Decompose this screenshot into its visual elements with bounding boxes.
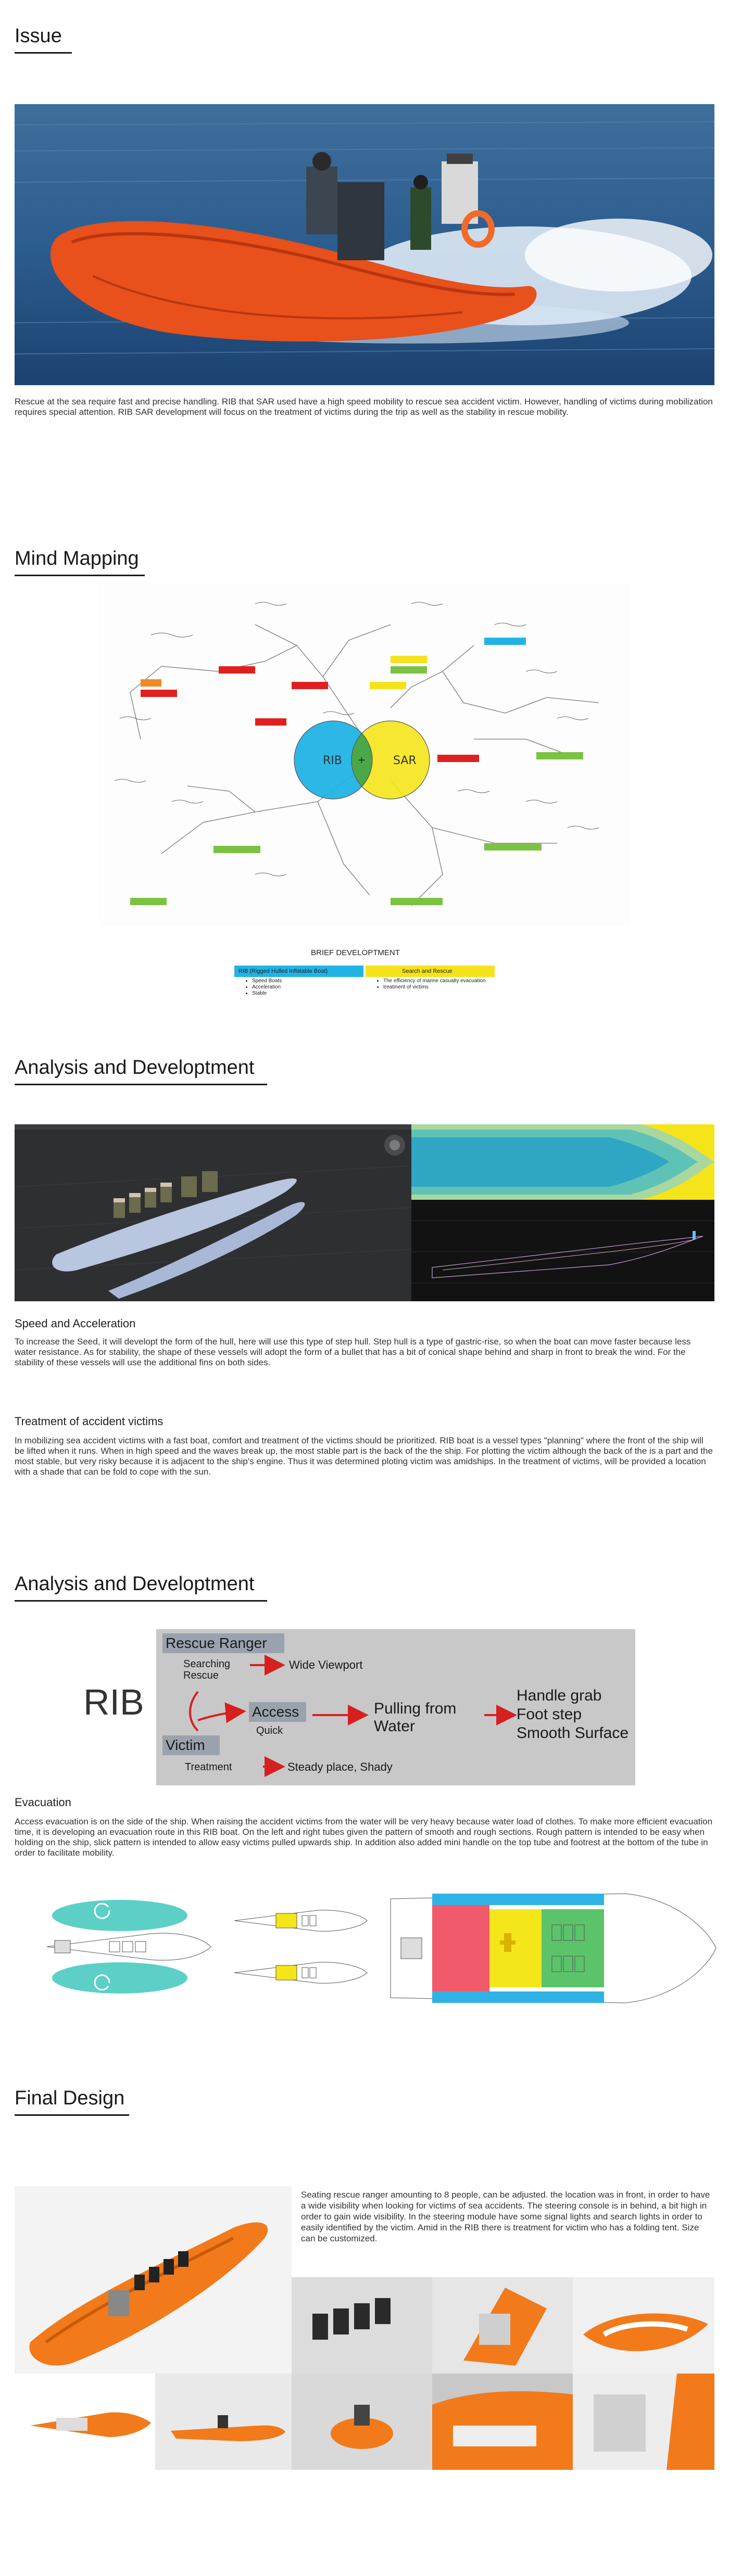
mind-mapping-underline xyxy=(15,575,145,576)
steady-place-label: Steady place, Shady xyxy=(287,1760,393,1773)
analysis-title-2: Analysis and Developtment xyxy=(15,1573,255,1595)
venn-label-sar: SAR xyxy=(393,754,417,767)
brief-right-item: • treatment of victims xyxy=(383,984,487,991)
final-render-console-detail xyxy=(432,2277,573,2374)
hull-flow-simulation xyxy=(411,1124,714,1200)
venn-label-rib: RIB xyxy=(323,754,342,767)
final-render-front-view xyxy=(292,2374,432,2470)
brief-left-list xyxy=(245,978,282,997)
analysis-title-2-underline xyxy=(15,1600,267,1602)
searching-rescue-label: Searching Rescue xyxy=(183,1658,231,1681)
mind-map-sketch xyxy=(99,583,630,927)
mind-mapping-title: Mind Mapping xyxy=(15,548,139,569)
final-render-interior-detail xyxy=(573,2374,714,2470)
issue-title-underline xyxy=(15,52,72,54)
final-render-side-view xyxy=(155,2374,292,2470)
quick-label: Quick xyxy=(256,1725,283,1736)
pulling-from-water-label: Pulling from Water xyxy=(374,1700,457,1735)
issue-description: Rescue at the sea require fast and precise handling. RIB that SAR used have a high speed mobility to rescue sea accident victim. However, handling of victims during mobilization requires special attention. RIB SAR development will focus on the treatment of victims during the trip as well as the stability in rescue mobility. xyxy=(15,397,713,417)
access-box: Access xyxy=(249,1702,306,1722)
evacuation-zones-plan xyxy=(385,1888,719,2008)
final-description: Seating rescue ranger amounting to 8 people, can be adjusted. the location was in front, in order to have a wide visibility when looking for victims of sea accidents. The steering console is in behind, a bit high in order to gain wide visibility. In the steering module have some signal lights and search lights in order to easily identified by the victim. Amid in the RIB there is treatment for victim who has a folding tent. Size can be customized. xyxy=(301,2190,710,2243)
brief-left-item: • Speed Boats xyxy=(252,978,282,984)
evacuation-heading: Evacuation xyxy=(15,1796,71,1809)
treatment-description: In mobilizing sea accident victims with a fast boat, comfort and treatment of the victims should be prioritized. RIB boat is a vessel types "planning" where the front of the ship will be lifted when it runs. When in high speed and the waves break up, the most stable part is the back of the the ship. For plotting the victim although the back of the is a part and the most stable, but very risky because it is adjacent to the ship's engine. Thus it was determined ploting victim was amidships. In the treatment of victims, will be provided a location with a shade that can be fold to cope with the sun. xyxy=(15,1436,713,1477)
analysis-title-1-underline xyxy=(15,1084,267,1085)
brief-left-item: • Stable xyxy=(252,991,282,997)
hull-wireframe-view xyxy=(411,1200,714,1301)
diagram-rib-label: RIB xyxy=(83,1682,144,1722)
brief-left-header: RIB (Rigged Hulled Inflatable Boat) xyxy=(234,966,363,977)
evacuation-diagram-middle xyxy=(229,1895,370,1999)
issue-photo-rib-boat xyxy=(15,104,714,385)
flow-arrows xyxy=(156,1629,635,1785)
final-render-seats-detail xyxy=(292,2277,432,2374)
speed-description: To increase the Seed, it will developt the form of the hull, here will use this type of step hull. Step hull is a type of gastric-rise, so when the boat can move faster because less water resistance. As for stability, the shape of these vessels will adopt the form of a bullet that has a bit of conical shape behind and sharp in front to break the wind. For the stability of these vessels will use the additional fins on both sides. xyxy=(15,1337,691,1367)
final-design-title: Final Design xyxy=(15,2087,125,2109)
speed-heading: Speed and Acceleration xyxy=(15,1317,136,1330)
brief-title: BRIEF DEVELOPTMENT xyxy=(311,948,400,957)
handle-footstep-label: Handle grab Foot step Smooth Surface xyxy=(517,1687,629,1742)
evacuation-diagram-left xyxy=(31,1895,213,1999)
final-render-tube-detail xyxy=(573,2277,714,2374)
final-render-handle-detail xyxy=(432,2374,573,2470)
rescue-ranger-box: Rescue Ranger xyxy=(162,1633,284,1653)
analysis-title-1: Analysis and Developtment xyxy=(15,1057,255,1078)
final-design-underline xyxy=(15,2114,129,2116)
venn-plus-glyph: + xyxy=(358,755,366,766)
brief-left-item: • Acceleration xyxy=(252,984,282,991)
victim-box: Victim xyxy=(162,1735,220,1755)
hull-3d-viewport xyxy=(15,1124,411,1301)
brief-right-header: Search and Rescue xyxy=(366,966,495,977)
wide-viewport-label: Wide Viewport xyxy=(289,1658,363,1671)
brief-right-list xyxy=(376,978,487,991)
treatment-label: Treatment xyxy=(185,1761,232,1773)
treatment-heading: Treatment of accident victims xyxy=(15,1415,164,1428)
final-render-main xyxy=(15,2186,292,2374)
brief-right-item: • The efficiency of marine casualty evacuation xyxy=(383,978,487,984)
final-render-top-view xyxy=(15,2374,155,2470)
evacuation-description: Access evacuation is on the side of the ship. When raising the accident victims from the water will be very heavy because water load of clothes. To make more efficient evacuation time, it is developing an evacuation route in this RIB boat. On the left and right tubes given the pattern of smooth and rough sections. Rough pattern is intended to be easy when holding on the ship, slick pattern is intended to allow easy victims pulled upwards ship. In addition also added mini handle on the top tube and footrest at the bottom of the tube in order to facilitate mobility. xyxy=(15,1817,713,1858)
brief-table xyxy=(234,966,495,1002)
issue-title: Issue xyxy=(15,25,62,47)
